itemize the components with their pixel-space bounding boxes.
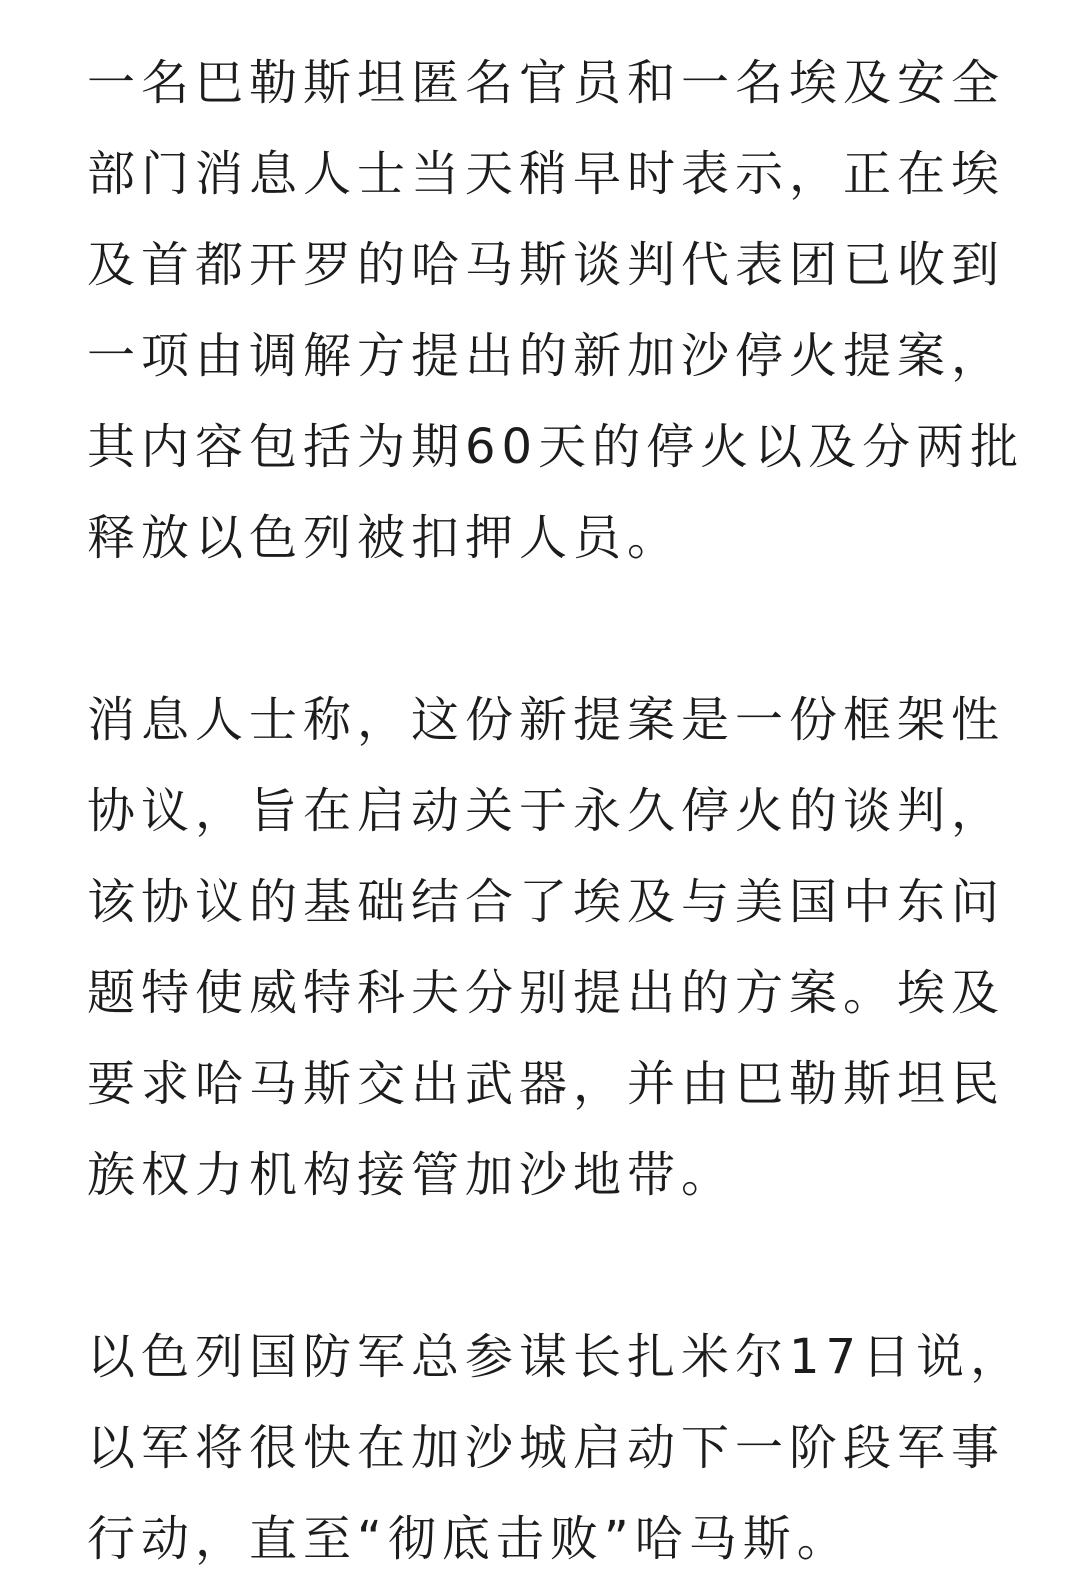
paragraph-3 — [87, 1312, 1025, 1585]
text-line: 该协议的基础结合了埃及与美国中东问 — [87, 874, 1006, 930]
text-line: 一名巴勒斯坦匿名官员和一名埃及安全 — [87, 55, 1006, 111]
text-line: 一项由调解方提出的新加沙停火提案， — [87, 328, 1006, 384]
text-line: 及首都开罗的哈马斯谈判代表团已收到 — [87, 237, 1006, 293]
text-line: 部门消息人士当天稍早时表示，正在埃 — [87, 146, 1006, 202]
text-line: 族权力机构接管加沙地带。 — [87, 1147, 736, 1203]
text-line: 释放以色列被扣押人员。 — [87, 510, 682, 566]
paragraph-1 — [87, 38, 1025, 584]
text-line: 以色列国防军总参谋长扎米尔17日说， — [87, 1329, 1025, 1385]
text-line: 协议，旨在启动关于永久停火的谈判， — [87, 783, 1006, 839]
text-line: 题特使威特科夫分别提出的方案。埃及 — [87, 965, 1006, 1021]
text-line: 要求哈马斯交出武器，并由巴勒斯坦民 — [87, 1056, 1006, 1112]
paragraph-2 — [87, 675, 1006, 1221]
text-line: 行动，直至“彻底击败”哈马斯。 — [87, 1511, 851, 1567]
text-line: 其内容包括为期60天的停火以及分两批 — [87, 419, 1025, 475]
article-body — [87, 38, 1025, 1585]
text-line: 以军将很快在加沙城启动下一阶段军事 — [87, 1420, 1006, 1476]
text-line: 消息人士称，这份新提案是一份框架性 — [87, 692, 1006, 748]
